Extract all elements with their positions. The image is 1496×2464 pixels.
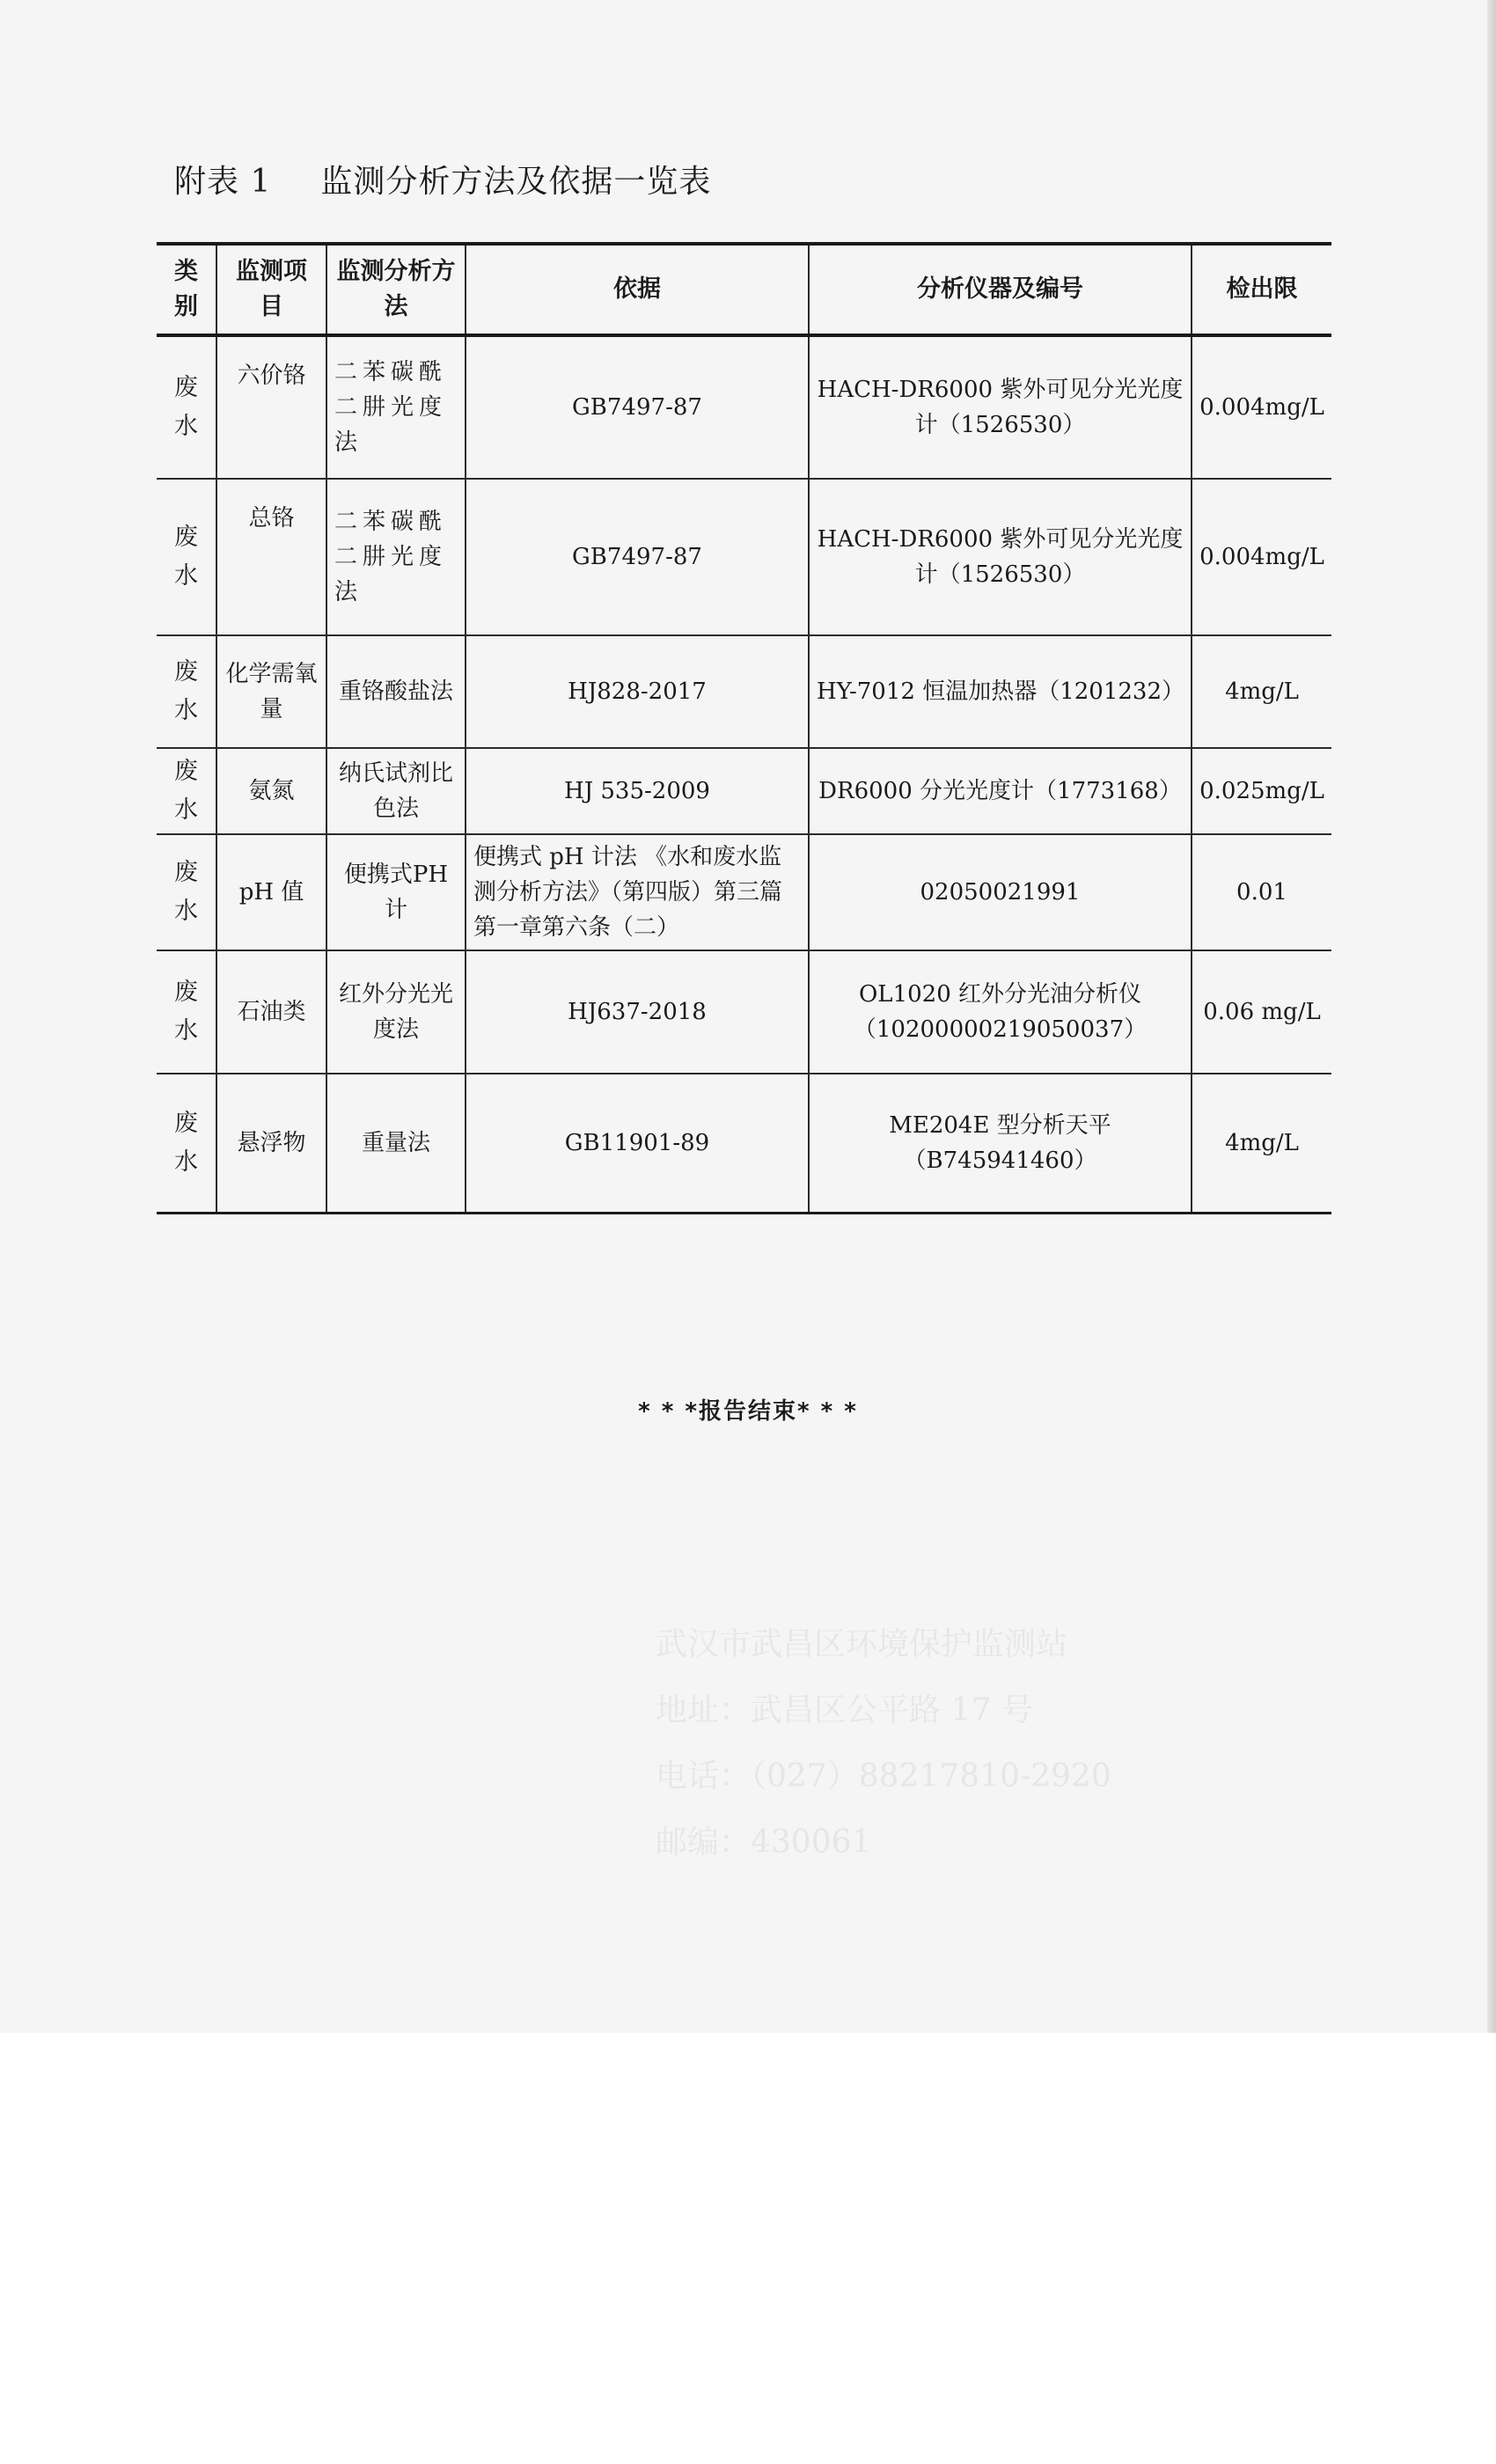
cell-limit: 0.01 xyxy=(1192,834,1331,950)
cell-method: 重量法 xyxy=(326,1074,466,1213)
cell-instrument: DR6000 分光光度计（1773168） xyxy=(809,748,1192,834)
table-row xyxy=(157,479,1331,635)
methods-table xyxy=(157,242,1331,1214)
cell-category: 废水 xyxy=(157,950,216,1074)
cell-instrument: OL1020 红外分光油分析仪（10200000219050037） xyxy=(809,950,1192,1074)
cell-category: 废水 xyxy=(157,335,216,479)
cell-method: 二苯碳酰二肼光度法 xyxy=(326,335,466,479)
cell-instrument: HACH-DR6000 紫外可见分光光度计（1526530） xyxy=(809,479,1192,635)
cell-basis: GB11901-89 xyxy=(466,1074,809,1213)
caption-text: 监测分析方法及依据一览表 xyxy=(320,164,712,200)
col-header-instrument: 分析仪器及编号 xyxy=(809,244,1192,335)
cell-item: 石油类 xyxy=(216,950,326,1074)
col-header-category: 类别 xyxy=(157,244,216,335)
cell-method: 红外分光光度法 xyxy=(326,950,466,1074)
cell-limit: 0.004mg/L xyxy=(1192,479,1331,635)
table-row xyxy=(157,748,1331,834)
cell-category: 废水 xyxy=(157,834,216,950)
caption-number: 附表 1 xyxy=(174,164,272,200)
cell-instrument: ME204E 型分析天平（B745941460） xyxy=(809,1074,1192,1213)
cell-method: 重铬酸盐法 xyxy=(326,635,466,748)
cell-limit: 0.004mg/L xyxy=(1192,335,1331,479)
cell-basis: HJ637-2018 xyxy=(466,950,809,1074)
faint-footer-address: 地址：武昌区公平路 17 号 xyxy=(656,1692,1033,1728)
cell-limit: 4mg/L xyxy=(1192,635,1331,748)
cell-instrument: 02050021991 xyxy=(809,834,1192,950)
cell-category: 废水 xyxy=(157,635,216,748)
cell-method: 二苯碳酰二肼光度法 xyxy=(326,479,466,635)
col-header-item: 监测项目 xyxy=(216,244,326,335)
table-row xyxy=(157,1074,1331,1213)
cell-item: 六价铬 xyxy=(216,335,326,479)
report-end-marker: * * *报告结束* * * xyxy=(638,1398,858,1425)
table-caption xyxy=(174,157,711,202)
faint-footer-postcode: 邮编：430061 xyxy=(656,1824,872,1860)
faint-footer-org: 武汉市武昌区环境保护监测站 xyxy=(656,1626,1068,1662)
cell-item: 化学需氧量 xyxy=(216,635,326,748)
cell-item: 氨氮 xyxy=(216,748,326,834)
cell-basis: 便携式 pH 计法 《水和废水监测分析方法》（第四版）第三篇第一章第六条（二） xyxy=(466,834,809,950)
cell-item: 悬浮物 xyxy=(216,1074,326,1213)
col-header-limit: 检出限 xyxy=(1192,244,1331,335)
table-row xyxy=(157,635,1331,748)
cell-method: 便携式PH 计 xyxy=(326,834,466,950)
faint-footer-phone: 电话：（027）88217810-2920 xyxy=(656,1758,1111,1794)
scan-edge xyxy=(1487,0,1496,2033)
cell-category: 废水 xyxy=(157,479,216,635)
cell-basis: HJ 535-2009 xyxy=(466,748,809,834)
table-row xyxy=(157,950,1331,1074)
table-row xyxy=(157,834,1331,950)
header-row xyxy=(157,244,1331,335)
table-row xyxy=(157,335,1331,479)
cell-item: 总铬 xyxy=(216,479,326,635)
cell-instrument: HACH-DR6000 紫外可见分光光度计（1526530） xyxy=(809,335,1192,479)
cell-instrument: HY-7012 恒温加热器（1201232） xyxy=(809,635,1192,748)
cell-basis: GB7497-87 xyxy=(466,335,809,479)
cell-item: pH 值 xyxy=(216,834,326,950)
col-header-basis: 依据 xyxy=(466,244,809,335)
cell-basis: GB7497-87 xyxy=(466,479,809,635)
cell-method: 纳氏试剂比色法 xyxy=(326,748,466,834)
col-header-method: 监测分析方法 xyxy=(326,244,466,335)
cell-limit: 4mg/L xyxy=(1192,1074,1331,1213)
cell-basis: HJ828-2017 xyxy=(466,635,809,748)
cell-limit: 0.06 mg/L xyxy=(1192,950,1331,1074)
cell-category: 废水 xyxy=(157,748,216,834)
cell-limit: 0.025mg/L xyxy=(1192,748,1331,834)
cell-category: 废水 xyxy=(157,1074,216,1213)
